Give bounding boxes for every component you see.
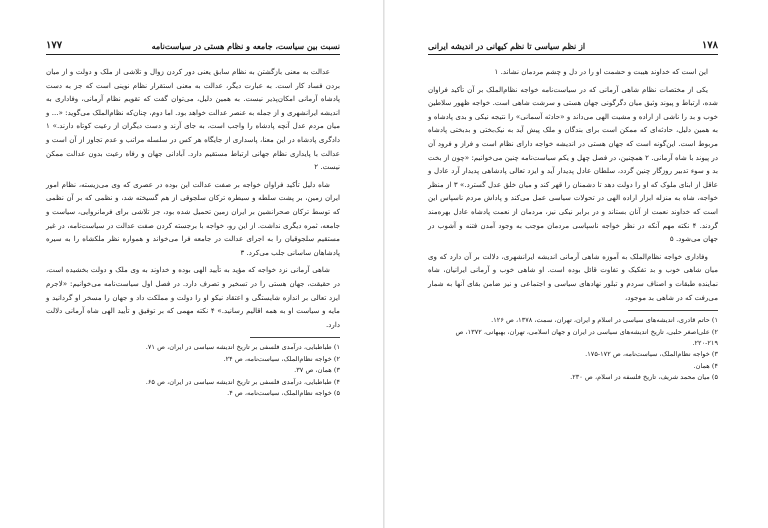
- left-body-text: [46, 65, 340, 331]
- right-paragraph: این است که خداوند هیبت و حشمت او را در دل و چشم مردمان نشاند. ۱: [494, 67, 708, 76]
- footnote: ۴) همان.: [693, 361, 718, 370]
- right-page: [384, 0, 768, 528]
- right-page-number: ۱۷۸: [701, 40, 718, 51]
- footnote: ۳) خواجه نظام‌الملک، سیاست‌نامه، ص ۱۷۲-۱۷۵.: [585, 350, 718, 359]
- footnote-rule: [250, 337, 340, 338]
- left-page-header: [46, 40, 340, 55]
- left-page-number: ۱۷۷: [46, 40, 63, 51]
- footnote: ۵) خواجه نظام‌الملک، سیاست‌نامه، ص ۴.: [227, 388, 340, 397]
- left-paragraph: شاهی آرمانی نزد خواجه که مؤید به تأیید الهی بوده و خداوند به وی ملک و دولت بخشیده است، در حقیقت، جهان هستی را در تسخیر و تصرف دارد. در فصل اول سیاست‌نامه می‌خوانیم: «لاجرم ایزد تعالی بر اندازه شایستگی و اعتقاد نیکو او را دولت و مملکت داد و جهان را مسخر او گردانید و مایه و سیاست او به همه اقالیم رسانید.» ۴ نکته مهمی که بر توفیق و تأیید الهی شاه آرمانی دلالت دارد.: [46, 265, 340, 329]
- right-footnotes: [428, 310, 718, 383]
- right-body-text: [428, 65, 718, 304]
- footnote: ۵) میان محمد شریف، تاریخ فلسفه در اسلام، ص ۲۳۰.: [570, 373, 718, 382]
- footnote-rule: [628, 310, 718, 311]
- right-running-head: از نظم سیاسی تا نظم کیهانی در اندیشه ایرانی: [428, 41, 586, 51]
- right-paragraph: وفاداری خواجه نظام‌الملک به آموزه شاهی آرمانی اندیشه ایرانشهری، دلالت بر آن دارد که وی میان شاهی خوب و بد تفکیک و تفاوت قائل بوده است. او شاهی خوب و آرمانی ایرانیان، شاه نماینده طبقات و اصناف سردم و تبلور نهادهای سیاسی و اجتماعی و نیز ضامن بقای آنها به شمار می‌رفت که در شاهی بد موجود،: [428, 251, 718, 302]
- left-running-head: نسبت بین سیاست، جامعه و نظام هستی در سیاست‌نامه: [151, 41, 340, 51]
- footnote: ۲) خواجه نظام‌الملک، سیاست‌نامه، ص ۲۴.: [223, 354, 340, 363]
- footnote: ۱) طباطبایی، درآمدی فلسفی بر تاریخ اندیشه سیاسی در ایران، ص ۷۱.: [145, 343, 340, 352]
- footnote: ۲) علی‌اصغر حلبی، تاریخ اندیشه‌های سیاسی در ایران و جهان اسلامی، تهران، بهبهانی، ۱۳۷۲، ص ۲۱۹-۲۲۰.: [455, 327, 718, 347]
- right-page-header: [428, 40, 718, 55]
- footnote: ۱) حاتم قادری، اندیشه‌های سیاسی در اسلام و ایران، تهران، سمت، ۱۳۷۸، ص ۱۲۶.: [491, 316, 718, 325]
- left-paragraph: عدالت به معنی بازگشتن به نظام سابق یعنی دور کردن زوال و تلاشی از ملک و دولت و از میان بردن فساد کار است. به عبارت دیگر، عدالت به معنی استقرار نظام نوینی است که جز به دست پادشاه آرمانی امکان‌پذیر نیست. به همین دلیل، می‌توان گفت که تقویم نظام آرمانی، وفاداری به اندیشه ایرانشهری و از جمله به عنصر عدالت خواهد بود. اما دوم، چنان‌که نظام‌الملک می‌گوید: «... و میان مردم عدل آنچه پادشاه را واجب است، به جای آرند و دست دیگران از رعیت کوتاه دارند.» ۱ دادگری پادشاه در این معنا، پاسداری از جایگاه هر کس در سلسله مراتب و عدم تجاوز از آن است و عدالت با پایداری نظام جهانی ارتباط مستقیم دارد. آبادانی جهان و رفاه رعیت بدون عدالت ممکن نیست. ۲: [46, 67, 340, 172]
- footnote: ۳) همان، ص ۳۷.: [294, 366, 340, 375]
- footnote: ۴) طباطبایی، درآمدی فلسفی بر تاریخ اندیشه سیاسی در ایران، ص ۶۵.: [145, 377, 340, 386]
- right-paragraph: یکی از مختصات نظام شاهی آرمانی که در سیاست‌نامه خواجه نظام‌الملک بر آن تأکید فراوان شده، ارتباط و پیوند وثیق میان دگرگونی جهان هستی و سرشت شاهی است. خواجه ظهور سلاطین خوب و بد را ناشی از اراده و مشیت الهی می‌داند و «حادثه آسمانی» را نتیجه نیکی و بدی پادشاه و به همین دلیل، حادثه‌ای که ممکن است برای بندگان و ملک پیش آید به نیک‌بختی و بدبختی پادشاه مربوط است. این‌گونه است که جهان هستی در اندیشه خواجه دارای نظام است و فراز و فرود آن در پیوند با شاه آرمانی. ۲ همچنین، در فصل چهل و یکم سیاست‌نامه چنین می‌خوانیم: «چون از بخت بد و سوء تدبیر روزگار چنین گردد، سلطان عادل پدیدار آید و ایزد تعالی پادشاهی پدیدار آرد عادل و عاقل از ابنای ملوک که او را دولت دهد تا دشمنان را قهر کند و میان خلق عدل گسترد.» ۳ از منظر خواجه، شاه به منزله ابزار اراده الهی در تحولات سیاسی عمل می‌کند و پاداش مردم ناسپاس این است که خداوند نعمت از آنان بستاند و در برابر نیکی نیز، مردمان از نعمت پادشاه عادل بهره‌مند گردند. ۴ نکته مهم آنکه در نظر خواجه ناسپاسی مردمان موجب به وجود آمدن فتنه و آشوب در جهان می‌شود. ۵: [428, 84, 719, 244]
- left-paragraph: شاه دلیل تأکید فراوان خواجه بر صفت عدالت این بوده در عصری که وی می‌زیسته، نظام امور ایران زمین، بر پشت سلطه و سیطره ترکان سلجوقی از هم گسیخته شد، و نظمی که بر آن نظمی که توسط ترکان صحرانشین بر ایران زمین تحمیل شده بود، جز تلاشی برای فرمانروایی، سیاست و جامعه، ثمره دیگری نداشت. از این رو، خواجه با برجسته کردن صفت عدالت در سیاست‌نامه، در غیر مستقیم سلجوقیان را به اجرای عدالت در جامعه فرا می‌خواند و همواره نظر ملکشاه را به سیره پادشاهان ساسانی جلب می‌کرد. ۳: [46, 179, 340, 257]
- left-footnotes: [46, 337, 340, 399]
